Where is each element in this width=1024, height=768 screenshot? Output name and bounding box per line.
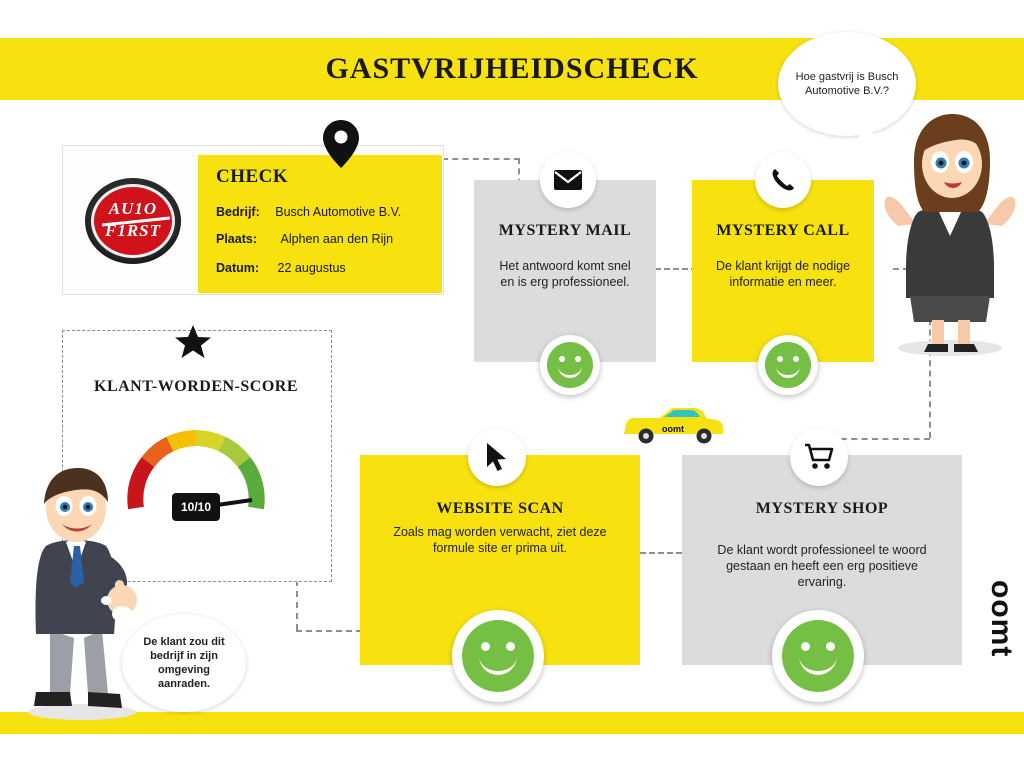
mystery-call-title: MYSTERY CALL [716,222,850,239]
top-right-bubble-text: Hoe gastvrij is Busch Automotive B.V.? [795,71,899,97]
mystery-mail-text: Het antwoord komt snel en is erg professioneel. [499,259,631,289]
score-title: KLANT-WORDEN-SCORE [94,378,298,395]
oomt-brand-text: oomt [985,580,1018,658]
check-label-datum: Datum: [216,261,260,275]
bottom-left-bubble-tail-small [101,596,112,605]
shopping-cart-icon [790,428,848,486]
connector-website-left-down [296,580,298,630]
woman-illustration [876,108,1024,358]
bottom-left-bubble-text: De klant zou dit bedrijf in zijn omgeving aanraden. [143,636,225,690]
oomt-brand-logo [984,580,1018,657]
check-label-plaats: Plaats: [216,232,257,246]
page-title: GASTVRIJHEIDSCHECK [325,52,699,85]
mystery-mail-title: MYSTERY MAIL [498,222,632,239]
connector-website-left [296,630,362,632]
envelope-icon [540,152,596,208]
connector-mail-to-call [655,268,697,270]
cursor-arrow-icon [468,428,526,486]
phone-icon [755,152,811,208]
score-value-badge: 10/10 [172,493,220,521]
connector-website-to-shop [640,552,682,554]
website-scan-rating [452,610,544,702]
auto-first-logo [85,178,181,264]
oomt-car-illustration [616,400,730,448]
mystery-shop-title: MYSTERY SHOP [755,500,889,517]
bottom-left-bubble-tail [112,606,132,622]
mystery-shop-rating [772,610,864,702]
mystery-shop-text: De klant wordt professioneel te woord gestaan en heeft een erg positieve ervaring. [717,543,927,589]
connector-check-to-mail [442,158,520,160]
location-pin-icon [320,118,362,170]
website-scan-title: WEBSITE SCAN [436,500,564,517]
website-scan-text: Zoals mag worden verwacht, ziet deze formule site er prima uit. [393,525,607,555]
mystery-mail-rating [540,335,600,395]
svg-text:oomt: oomt [662,424,684,434]
logo-text-top: AU1O [108,199,158,218]
check-row [216,205,401,219]
check-value-datum: 22 augustus [277,261,346,275]
check-value-bedrijf: Busch Automotive B.V. [275,205,402,219]
logo-text-bottom: F1RST [104,221,162,240]
check-card-title: CHECK [216,166,289,187]
check-value-plaats: Alphen aan den Rijn [280,232,394,246]
check-label-bedrijf: Bedrijf: [216,205,260,219]
check-row [216,261,346,275]
logo-inner [91,184,175,258]
star-icon [173,322,213,362]
check-row [216,232,393,246]
mystery-call-rating [758,335,818,395]
mystery-call-text: De klant krijgt de nodige informatie en meer. [715,259,851,289]
bottom-left-bubble [122,614,246,712]
